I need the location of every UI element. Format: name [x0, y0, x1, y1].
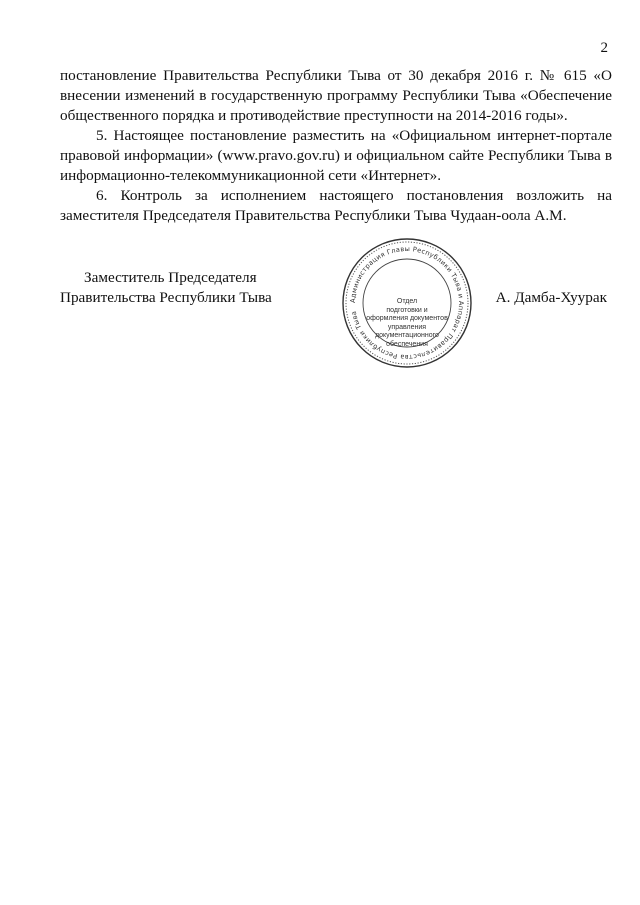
stamp-line: управления: [387, 323, 427, 331]
stamp-line: подготовки и: [386, 306, 428, 314]
stamp-ring-text: Администрация Главы Республики Тыва и Аппарат Правительства Республики Тыва: [348, 244, 466, 362]
stamp-line: документационного: [375, 332, 439, 339]
official-stamp: [340, 236, 474, 370]
stamp-line: оформления документов: [366, 315, 448, 322]
signature-position-line2: Правительства Республики Тыва: [60, 289, 272, 306]
document-body: [60, 66, 612, 226]
stamp-line: обеспечения: [386, 340, 428, 348]
page-number: 2: [600, 40, 608, 56]
signatory-name: А. Дамба-Хуурак: [495, 289, 607, 306]
paragraph-item-6: 6. Контроль за исполнением настоящего постановления возложить на заместителя Председателя Правительства Республики Тыва Чудаан-оола А.М.: [60, 187, 612, 224]
stamp-line: Отдел: [396, 298, 418, 305]
paragraph-continuation: постановление Правительства Республики Тыва от 30 декабря 2016 г. № 615 «О внесении изменений в государственную программу Республики Тыва «Обеспечение общественного порядка и противодействие преступности на 2014-2016 годы».: [60, 67, 612, 124]
signature-position-line1: Заместитель Председателя: [84, 269, 257, 286]
signature-position: [60, 268, 272, 308]
paragraph-item-5: 5. Настоящее постановление разместить на «Официальном интернет-портале правовой информации» (www.pravo.gov.ru) и официальном сайте Республики Тыва в информационно-телекоммуникационной сети «Интернет».: [60, 127, 612, 184]
stamp-inner-text: [366, 298, 448, 349]
